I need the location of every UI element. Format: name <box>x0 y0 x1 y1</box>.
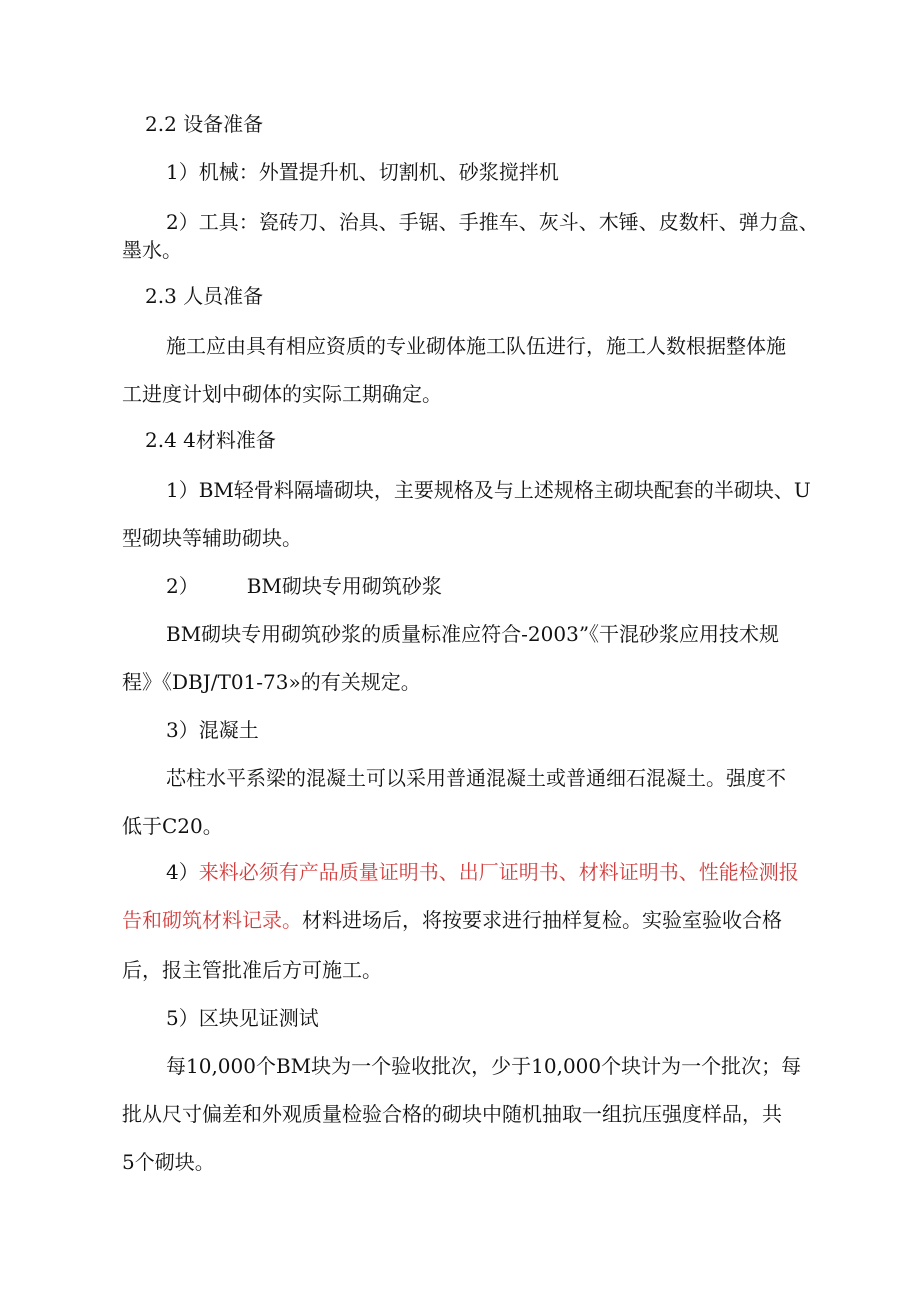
mortar-paragraph-line1: BM砌块专用砌筑砂浆的质量标准应符合-2003”《干混砂浆应用技术规 <box>166 622 780 646</box>
material-mortar-number: 2） <box>166 574 199 598</box>
concrete-paragraph-line1: 芯柱水平系梁的混凝土可以采用普通混凝土或普通细石混凝土。强度不 <box>166 766 786 790</box>
incoming-material-line1 <box>166 858 799 886</box>
section-2-3-heading: 2.3 人员准备 <box>145 284 264 308</box>
material-mortar-title: BM砌块专用砌筑砂浆 <box>246 574 442 598</box>
incoming-material-line2 <box>122 906 782 934</box>
equipment-tools-item-line1: 2）工具：瓷砖刀、治具、手锯、手推车、灰斗、木锤、皮数杆、弹力盒、 <box>166 210 819 234</box>
witness-test-paragraph-line3: 5个砌块。 <box>122 1150 215 1174</box>
material-block-item-line1: 1）BM轻骨料隔墙砌块，主要规格及与上述规格主砌块配套的半砌块、U <box>166 478 811 502</box>
witness-test-item: 5）区块见证测试 <box>166 1006 319 1030</box>
incoming-material-line3: 后，报主管批准后方可施工。 <box>122 958 382 982</box>
personnel-paragraph-line2: 工进度计划中砌体的实际工期确定。 <box>122 382 442 406</box>
section-2-4-heading: 2.4 4材料准备 <box>145 428 276 452</box>
mortar-paragraph-line2: 程》《DBJ/T01-73»的有关规定。 <box>122 670 421 694</box>
incoming-material-highlight-1: 来料必须有产品质量证明书、出厂证明书、材料证明书、性能检测报 <box>198 860 799 884</box>
incoming-material-number: 4） <box>166 860 199 884</box>
material-block-item-line2: 型砌块等辅助砌块。 <box>122 526 302 550</box>
equipment-tools-item-line2: 墨水。 <box>122 238 182 262</box>
incoming-material-inspection-text: 材料进场后，将按要求进行抽样复检。实验室验收合格 <box>302 908 782 932</box>
witness-test-paragraph-line1: 每10,000个BM块为一个验收批次，少于10,000个块计为一个批次；每 <box>166 1054 802 1078</box>
section-2-2-heading: 2.2 设备准备 <box>145 112 264 136</box>
concrete-paragraph-line2: 低于C20。 <box>122 814 223 838</box>
witness-test-paragraph-line2: 批从尺寸偏差和外观质量检验合格的砌块中随机抽取一组抗压强度样品，共 <box>122 1102 782 1126</box>
equipment-machinery-item: 1）机械：外置提升机、切割机、砂浆搅拌机 <box>166 160 559 184</box>
incoming-material-highlight-2: 告和砌筑材料记录。 <box>122 908 302 932</box>
material-mortar-item <box>166 572 442 600</box>
personnel-paragraph-line1: 施工应由具有相应资质的专业砌体施工队伍进行，施工人数根据整体施 <box>166 334 786 358</box>
material-concrete-item: 3）混凝土 <box>166 718 259 742</box>
